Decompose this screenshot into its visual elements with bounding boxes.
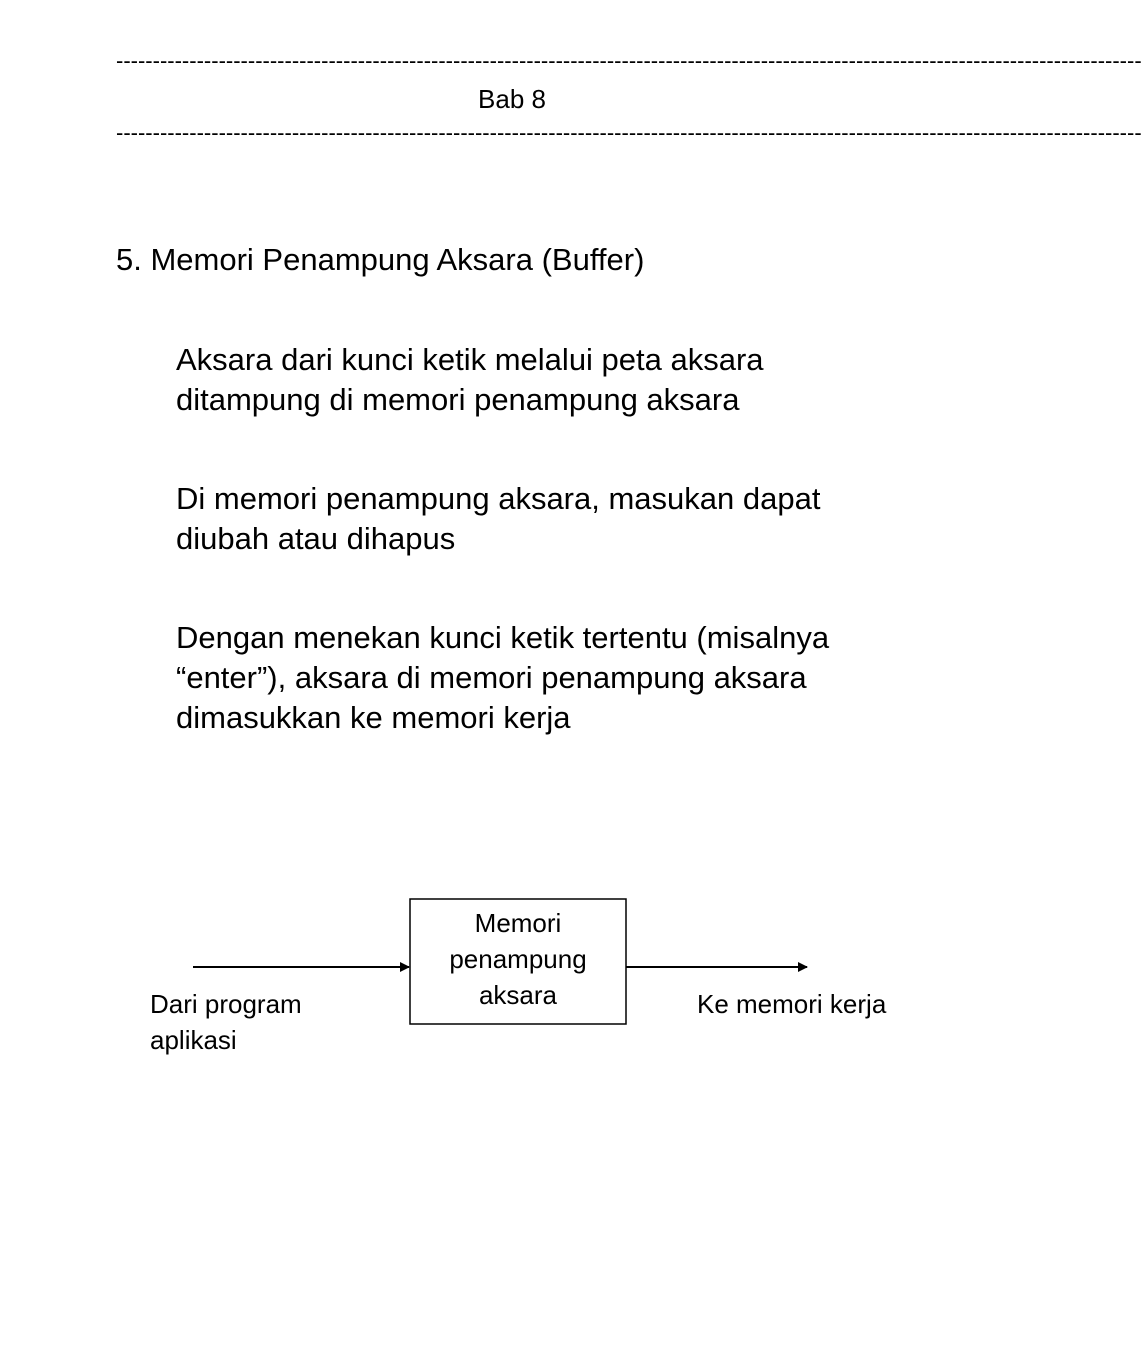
paragraph-line: “enter”), aksara di memori penampung aksara — [176, 660, 807, 695]
section-title: 5. Memori Penampung Aksara (Buffer) — [116, 242, 645, 277]
buffer-box-label — [410, 905, 626, 1013]
output-label: Ke memori kerja — [697, 989, 887, 1019]
paragraph — [176, 479, 936, 559]
paragraph — [176, 340, 936, 420]
box-label-line: penampung — [449, 944, 587, 974]
chapter-title: Bab 8 — [478, 84, 546, 114]
header-dash-top: -------------------------------------------------------------------------------------------------------------------------------------------- — [116, 48, 1142, 73]
paragraph — [176, 618, 936, 738]
box-label-line: Memori — [474, 908, 562, 938]
input-label — [150, 986, 302, 1058]
input-label-line: Dari program — [150, 989, 302, 1019]
paragraph-line: diubah atau dihapus — [176, 521, 456, 556]
paragraph-line: Aksara dari kunci ketik melalui peta aksara — [176, 342, 764, 377]
paragraph-line: Dengan menekan kunci ketik tertentu (misalnya — [176, 620, 830, 655]
paragraph-line: Di memori penampung aksara, masukan dapat — [176, 481, 821, 516]
paragraph-line: dimasukkan ke memori kerja — [176, 700, 571, 735]
box-label-line: aksara — [478, 980, 558, 1010]
paragraph-line: ditampung di memori penampung aksara — [176, 382, 740, 417]
input-label-line: aplikasi — [150, 1025, 237, 1055]
header-dash-bottom: -------------------------------------------------------------------------------------------------------------------------------------------- — [116, 120, 1142, 145]
